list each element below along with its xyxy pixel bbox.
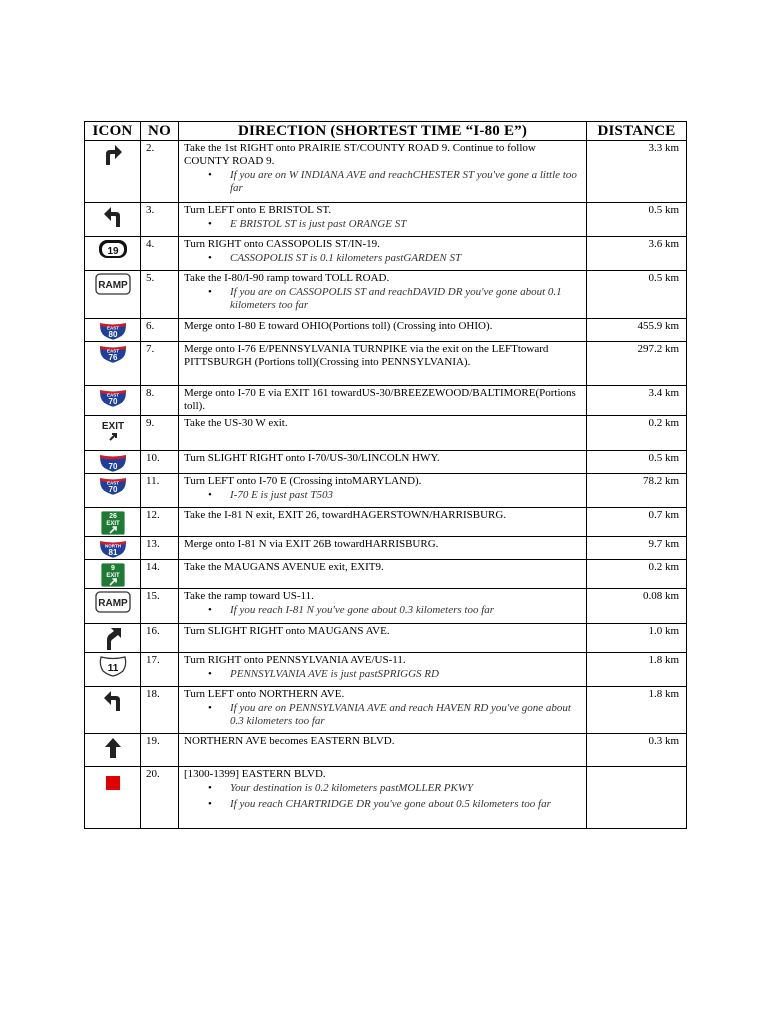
- direction-row: [85, 342, 687, 386]
- direction-note: • If you reach CHARTRIDGE DR you've gone about 0.5 kilometers too far: [230, 798, 582, 811]
- ramp-sign-icon: [85, 591, 140, 613]
- direction-text: Turn RIGHT onto CASSOPOLIS ST/IN-19.: [184, 238, 380, 250]
- direction-row: [85, 203, 687, 237]
- step-number: 6.: [141, 319, 179, 342]
- icon-cell: [85, 767, 141, 829]
- direction-text: Turn SLIGHT RIGHT onto MAUGANS AVE.: [184, 625, 390, 637]
- direction-text: Turn LEFT onto I-70 E (Crossing intoMARYLAND).: [184, 475, 422, 487]
- interstate-70-east-icon: [85, 476, 140, 496]
- direction-text: Merge onto I-80 E toward OHIO(Portions toll) (Crossing into OHIO).: [184, 320, 493, 332]
- direction-text: Take the I-80/I-90 ramp toward TOLL ROAD.: [184, 272, 390, 284]
- step-number: 16.: [141, 624, 179, 653]
- step-number: 20.: [141, 767, 179, 829]
- interstate-81-north-icon: [85, 539, 140, 559]
- icon-cell: [85, 451, 141, 474]
- direction-row: [85, 508, 687, 537]
- icon-cell: [85, 474, 141, 508]
- direction-row: [85, 560, 687, 589]
- distance-cell: 1.8 km: [587, 687, 687, 734]
- direction-text: Turn SLIGHT RIGHT onto I-70/US-30/LINCOLN HWY.: [184, 452, 440, 464]
- direction-text: Turn LEFT onto E BRISTOL ST.: [184, 204, 332, 216]
- interstate-76-east-icon: [85, 344, 140, 364]
- destination-icon: [85, 775, 140, 791]
- distance-cell: 9.7 km: [587, 537, 687, 560]
- icon-cell: [85, 508, 141, 537]
- direction-cell: [179, 560, 587, 589]
- step-number: 3.: [141, 203, 179, 237]
- icon-cell: [85, 319, 141, 342]
- svg-text:70: 70: [108, 462, 117, 471]
- icon-cell: [85, 560, 141, 589]
- direction-row: [85, 451, 687, 474]
- direction-cell: [179, 767, 587, 829]
- distance-cell: 0.5 km: [587, 451, 687, 474]
- direction-text: Take the ramp toward US-11.: [184, 590, 314, 602]
- us-route-11-icon: [85, 655, 140, 677]
- direction-row: [85, 687, 687, 734]
- svg-text:26: 26: [108, 513, 117, 520]
- step-number: 11.: [141, 474, 179, 508]
- svg-text:EAST: EAST: [106, 348, 119, 354]
- direction-notes: [184, 702, 582, 728]
- svg-text:9: 9: [110, 565, 115, 572]
- straight-arrow-icon: [85, 736, 140, 760]
- step-number: 12.: [141, 508, 179, 537]
- direction-row: [85, 271, 687, 319]
- svg-text:RAMP: RAMP: [97, 280, 128, 291]
- direction-text: Take the MAUGANS AVENUE exit, EXIT9.: [184, 561, 384, 573]
- direction-note: • CASSOPOLIS ST is 0.1 kilometers pastGARDEN ST: [230, 252, 582, 265]
- direction-row: [85, 767, 687, 829]
- direction-text: Merge onto I-70 E via EXIT 161 towardUS-30/BREEZEWOOD/BALTIMORE(Portions toll).: [184, 387, 576, 412]
- icon-cell: [85, 653, 141, 687]
- icon-cell: [85, 203, 141, 237]
- icon-cell: [85, 589, 141, 624]
- direction-row: [85, 653, 687, 687]
- step-number: 10.: [141, 451, 179, 474]
- distance-cell: 3.3 km: [587, 141, 687, 203]
- icon-cell: [85, 687, 141, 734]
- direction-notes: [184, 668, 582, 681]
- direction-text: Take the US-30 W exit.: [184, 417, 288, 429]
- direction-row: [85, 416, 687, 451]
- direction-text: [1300-1399] EASTERN BLVD.: [184, 768, 326, 780]
- svg-text:EXIT: EXIT: [105, 573, 120, 579]
- svg-text:EAST: EAST: [106, 480, 119, 486]
- direction-row: [85, 319, 687, 342]
- svg-text:EAST: EAST: [106, 392, 119, 398]
- step-number: 8.: [141, 386, 179, 416]
- direction-cell: [179, 624, 587, 653]
- direction-cell: [179, 474, 587, 508]
- svg-text:EXIT: EXIT: [101, 421, 124, 432]
- direction-cell: [179, 237, 587, 271]
- direction-note: • Your destination is 0.2 kilometers pastMOLLER PKWY: [230, 782, 582, 795]
- icon-cell: [85, 537, 141, 560]
- direction-row: [85, 386, 687, 416]
- icon-cell: [85, 416, 141, 451]
- direction-notes: [184, 782, 582, 811]
- exit-sign-icon: [85, 418, 140, 444]
- turn-left-arrow-icon: [85, 689, 140, 713]
- direction-cell: [179, 319, 587, 342]
- interstate-80-east-icon: [85, 321, 140, 341]
- direction-text: Merge onto I-81 N via EXIT 26B towardHARRISBURG.: [184, 538, 439, 550]
- direction-text: Take the I-81 N exit, EXIT 26, towardHAGERSTOWN/HARRISBURG.: [184, 509, 507, 521]
- distance-cell: 1.0 km: [587, 624, 687, 653]
- direction-note: • If you are on CASSOPOLIS ST and reachDAVID DR you've gone about 0.1 kilometers too far: [230, 286, 582, 312]
- direction-text: Turn RIGHT onto PENNSYLVANIA AVE/US-11.: [184, 654, 406, 666]
- direction-cell: [179, 141, 587, 203]
- direction-text: Merge onto I-76 E/PENNSYLVANIA TURNPIKE via the exit on the LEFTtoward PITTSBURGH (Portions toll)(Crossing into PENNSYLVANIA).: [184, 343, 549, 368]
- direction-notes: [184, 286, 582, 312]
- direction-text: Take the 1st RIGHT onto PRAIRIE ST/COUNTY ROAD 9. Continue to follow COUNTY ROAD 9.: [184, 142, 536, 167]
- direction-notes: [184, 169, 582, 195]
- step-number: 5.: [141, 271, 179, 319]
- step-number: 7.: [141, 342, 179, 386]
- direction-row: [85, 237, 687, 271]
- direction-cell: [179, 508, 587, 537]
- distance-cell: 78.2 km: [587, 474, 687, 508]
- direction-note: • PENNSYLVANIA AVE is just pastSPRIGGS RD: [230, 668, 582, 681]
- exit-9-sign-icon: [85, 562, 140, 588]
- direction-cell: [179, 687, 587, 734]
- ramp-sign-icon: [85, 273, 140, 295]
- direction-row: [85, 624, 687, 653]
- step-number: 18.: [141, 687, 179, 734]
- direction-cell: [179, 203, 587, 237]
- distance-cell: 1.8 km: [587, 653, 687, 687]
- direction-cell: [179, 734, 587, 767]
- step-number: 13.: [141, 537, 179, 560]
- direction-cell: [179, 451, 587, 474]
- exit-26-sign-icon: [85, 510, 140, 536]
- header-direction: DIRECTION (SHORTEST TIME “I-80 E”): [179, 122, 587, 141]
- step-number: 9.: [141, 416, 179, 451]
- step-number: 4.: [141, 237, 179, 271]
- direction-note: • I-70 E is just past T503: [230, 489, 582, 502]
- distance-cell: 0.5 km: [587, 203, 687, 237]
- direction-cell: [179, 386, 587, 416]
- distance-cell: 297.2 km: [587, 342, 687, 386]
- icon-cell: [85, 237, 141, 271]
- distance-cell: 455.9 km: [587, 319, 687, 342]
- distance-cell: 0.08 km: [587, 589, 687, 624]
- svg-text:EXIT: EXIT: [105, 521, 120, 527]
- header-no: NO: [141, 122, 179, 141]
- svg-text:80: 80: [108, 330, 117, 339]
- distance-cell: 0.2 km: [587, 416, 687, 451]
- icon-cell: [85, 141, 141, 203]
- turn-left-arrow-icon: [85, 205, 140, 229]
- slight-right-arrow-icon: [85, 626, 140, 652]
- icon-cell: [85, 342, 141, 386]
- distance-cell: 0.5 km: [587, 271, 687, 319]
- icon-cell: [85, 386, 141, 416]
- distance-cell: 0.7 km: [587, 508, 687, 537]
- direction-notes: [184, 252, 582, 265]
- direction-note: • If you are on PENNSYLVANIA AVE and reach HAVEN RD you've gone about 0.3 kilometers too far: [230, 702, 582, 728]
- turn-right-arrow-icon: [85, 143, 140, 167]
- direction-notes: [184, 218, 582, 231]
- direction-cell: [179, 537, 587, 560]
- svg-text:70: 70: [108, 397, 117, 406]
- distance-cell: 0.2 km: [587, 560, 687, 589]
- direction-notes: [184, 489, 582, 502]
- direction-row: [85, 474, 687, 508]
- direction-row: [85, 589, 687, 624]
- direction-cell: [179, 653, 587, 687]
- interstate-70-icon: [85, 453, 140, 473]
- direction-text: Turn LEFT onto NORTHERN AVE.: [184, 688, 345, 700]
- direction-note: • If you reach I-81 N you've gone about 0.3 kilometers too far: [230, 604, 582, 617]
- svg-text:EAST: EAST: [106, 325, 119, 331]
- direction-row: [85, 537, 687, 560]
- distance-cell: 3.4 km: [587, 386, 687, 416]
- direction-row: [85, 734, 687, 767]
- step-number: 19.: [141, 734, 179, 767]
- header-icon: ICON: [85, 122, 141, 141]
- header-row: [85, 122, 687, 141]
- icon-cell: [85, 271, 141, 319]
- interstate-70-east-icon: [85, 388, 140, 408]
- direction-cell: [179, 589, 587, 624]
- distance-cell: [587, 767, 687, 829]
- direction-cell: [179, 416, 587, 451]
- directions-table: [84, 121, 687, 829]
- direction-cell: [179, 271, 587, 319]
- direction-row: [85, 141, 687, 203]
- svg-text:RAMP: RAMP: [97, 598, 128, 609]
- svg-text:NORTH: NORTH: [104, 543, 121, 549]
- svg-text:11: 11: [107, 663, 118, 674]
- distance-cell: 0.3 km: [587, 734, 687, 767]
- svg-text:81: 81: [108, 548, 117, 557]
- step-number: 14.: [141, 560, 179, 589]
- step-number: 17.: [141, 653, 179, 687]
- distance-cell: 3.6 km: [587, 237, 687, 271]
- icon-cell: [85, 624, 141, 653]
- direction-note: • E BRISTOL ST is just past ORANGE ST: [230, 218, 582, 231]
- direction-note: • If you are on W INDIANA AVE and reachCHESTER ST you've gone a little too far: [230, 169, 582, 195]
- state-route-19-icon: [85, 239, 140, 259]
- direction-cell: [179, 342, 587, 386]
- header-distance: DISTANCE: [587, 122, 687, 141]
- direction-text: NORTHERN AVE becomes EASTERN BLVD.: [184, 735, 395, 747]
- step-number: 15.: [141, 589, 179, 624]
- step-number: 2.: [141, 141, 179, 203]
- icon-cell: [85, 734, 141, 767]
- svg-text:76: 76: [108, 353, 117, 362]
- direction-notes: [184, 604, 582, 617]
- svg-text:70: 70: [108, 485, 117, 494]
- svg-text:19: 19: [106, 246, 119, 257]
